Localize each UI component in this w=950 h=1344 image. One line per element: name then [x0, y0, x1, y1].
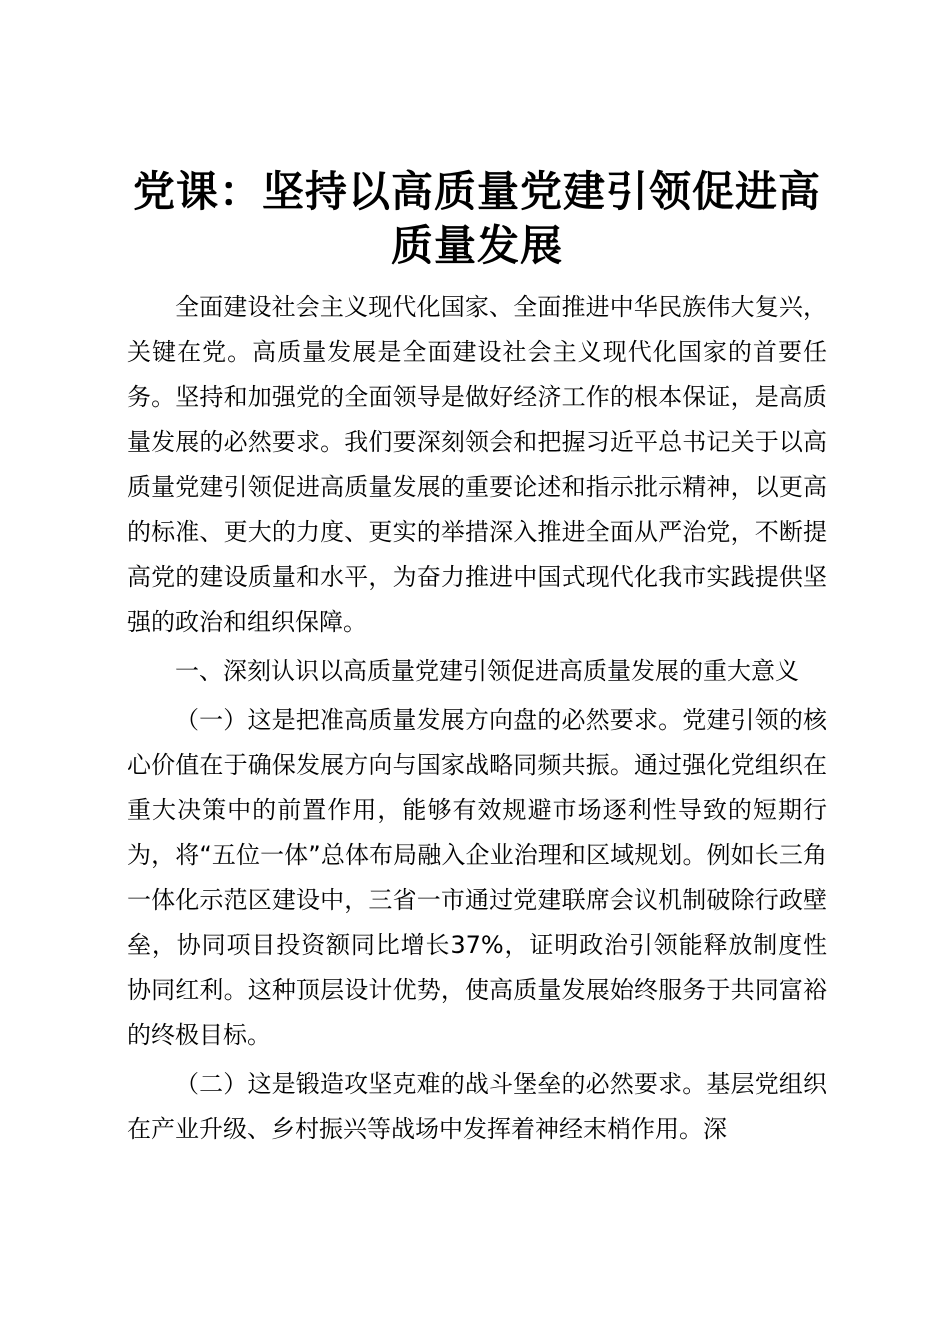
document-page — [127, 165, 827, 1152]
subsection-paragraph-2: （二）这是锻造攻坚克难的战斗堡垒的必然要求。基层党组织在产业升级、乡村振兴等战场中发挥着神经末梢作用。深 — [127, 1070, 827, 1143]
section-heading-1: 一、深刻认识以高质量党建引领促进高质量发展的重大意义 — [175, 657, 799, 685]
document-title: 党课：坚持以高质量党建引领促进高质量发展 — [132, 167, 821, 270]
document-body — [127, 285, 827, 1152]
intro-paragraph: 全面建设社会主义现代化国家、全面推进中华民族伟大复兴，关键在党。高质量发展是全面建设社会主义现代化国家的首要任务。坚持和加强党的全面领导是做好经济工作的根本保证，是高质量发展的必然要求。我们要深刻领会和把握习近平总书记关于以高质量党建引领促进高质量发展的重要论述和指示批示精神，以更高的标准、更大的力度、更实的举措深入推进全面从严治党，不断提高党的建设质量和水平，为奋力推进中国式现代化我市实践提供坚强的政治和组织保障。 — [127, 293, 827, 636]
subsection-paragraph-1: （一）这是把准高质量发展方向盘的必然要求。党建引领的核心价值在于确保发展方向与国家战略同频共振。通过强化党组织在重大决策中的前置作用，能够有效规避市场逐利性导致的短期行为，将“五位一体”总体布局融入企业治理和区域规划。例如长三角一体化示范区建设中，三省一市通过党建联席会议机制破除行政壁垒，协同项目投资额同比增长37%，证明政治引领能释放制度性协同红利。这种顶层设计优势，使高质量发展始终服务于共同富裕的终极目标。 — [127, 706, 827, 1049]
